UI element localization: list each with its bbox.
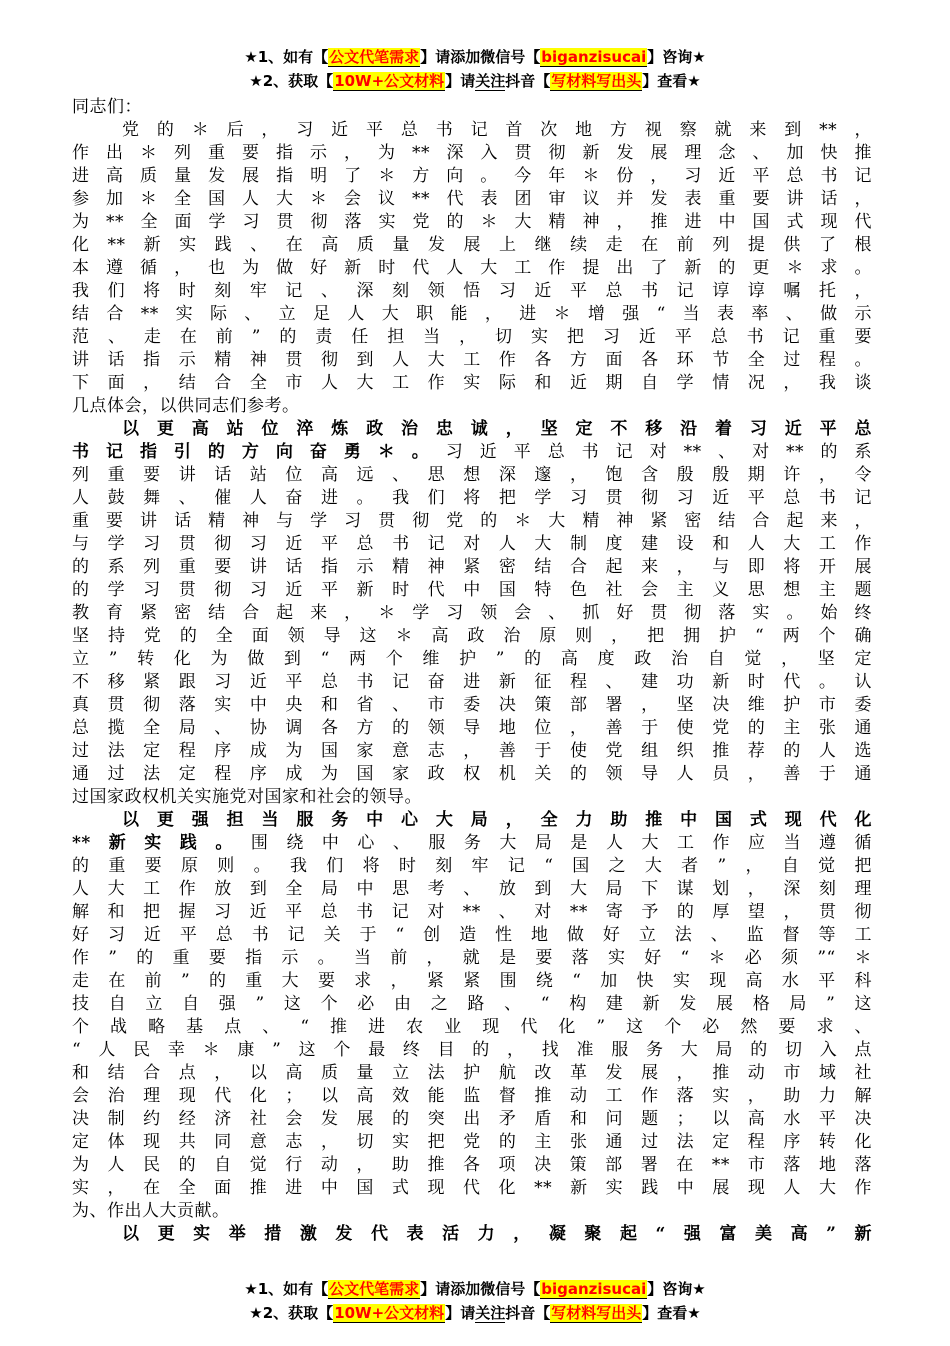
- line-text: 的重要原则。我们将时刻牢记“国之大者”，自觉把: [72, 856, 872, 876]
- line-text: 本遵循，也为做好新时代人大工作提出了新的更＊求。: [72, 258, 872, 278]
- text-line: [72, 1016, 872, 1039]
- banner-text: 】查看★: [642, 72, 701, 90]
- line-text: 人鼓舞、催人奋进。我们将把学习贯彻习近平总书记: [72, 488, 872, 508]
- line-text: 习近平总书记对**、对**的系: [445, 442, 872, 462]
- line-text: 技自立自强”这个必由之路、“构建新发展格局”这: [72, 994, 872, 1014]
- banner-highlight: 公文代笔需求: [329, 1280, 420, 1298]
- banner-text: 抖音【: [505, 72, 551, 90]
- heading-line: [72, 1223, 872, 1246]
- line-text: 我们将时刻牢记、深刻领悟习近平总书记谆谆嘱托，: [72, 281, 872, 301]
- line-text: 同志们：: [72, 97, 142, 117]
- line-text: 立”转化为做到“两个维护”的高度政治自觉，坚定: [72, 649, 872, 669]
- text-line: [72, 717, 872, 740]
- banner-text: 】请: [445, 72, 476, 90]
- footer-banner: [0, 1277, 950, 1325]
- banner-text: ★2、获取【: [249, 1304, 334, 1322]
- text-line: [72, 763, 872, 786]
- text-line: [72, 349, 872, 372]
- line-text: 重要讲话精神与学习贯彻党的＊大精神紧密结合起来，: [72, 511, 872, 531]
- banner-highlight: biganzisucai: [541, 1280, 647, 1298]
- bold-heading: 以更强担当服务中心大局，全力助推中国式现代化: [122, 810, 872, 830]
- text-line: [72, 1177, 872, 1200]
- text-line: [72, 970, 872, 993]
- line-text: 的系列重要讲话指示精神紧密结合起来，与即将开展: [72, 557, 872, 577]
- text-line: [72, 694, 872, 717]
- banner-highlight: 10W+公文材料: [334, 72, 445, 90]
- text-line: [72, 96, 872, 119]
- line-text: 党的＊后，习近平总书记首次地方视察就来到**，: [122, 120, 872, 140]
- text-line: [72, 395, 872, 418]
- line-text: 与学习贯彻习近平总书记对人大制度建设和人大工作: [72, 534, 872, 554]
- line-text: 作出＊列重要指示，为**深入贯彻新发展理念、加快推: [72, 143, 872, 163]
- line-text: 为**全面学习贯彻落实党的＊大精神，推进中国式现代: [72, 212, 872, 232]
- header-banner: [0, 45, 950, 93]
- text-line: [72, 510, 872, 533]
- line-text: 定体现共同意志，切实把党的主张通过法定程序转化: [72, 1132, 872, 1152]
- text-line: [72, 119, 872, 142]
- banner-highlight: biganzisucai: [541, 48, 647, 66]
- line-text: 实，在全面推进中国式现代化**新实践中展现人大作: [72, 1178, 872, 1198]
- text-line: [72, 464, 872, 487]
- line-text: 教育紧密结合起来，＊学习领会、抓好贯彻落实。始终: [72, 603, 872, 623]
- line-text: 解和把握习近平总书记对**、对**寄予的厚望，贯彻: [72, 902, 872, 922]
- text-line: [72, 142, 872, 165]
- banner-text: 】请添加微信号【: [420, 1280, 541, 1298]
- text-line: [72, 165, 872, 188]
- banner-text: ★2、获取【: [249, 72, 334, 90]
- heading-line: [72, 809, 872, 832]
- line-text: 走在前”的重大要求，紧紧围绕“加快实现高水平科: [72, 971, 872, 991]
- line-text: 围绕中心、服务大局是人大工作应当遵循: [250, 833, 872, 853]
- text-line: [72, 947, 872, 970]
- line-text: 坚持党的全面领导这＊高政治原则，把拥护“两个确: [72, 626, 872, 646]
- text-line: [72, 303, 872, 326]
- line-text: 为人民的自觉行动，助推各项决策部署在**市落地落: [72, 1155, 872, 1175]
- banner-highlight: 公文代笔需求: [329, 48, 420, 66]
- line-text: 过国家政权机关实施党对国家和社会的领导。: [72, 787, 422, 807]
- bold-heading: 以更高站位淬炼政治忠诚，坚定不移沿着习近平总: [122, 419, 872, 439]
- text-line: [72, 1062, 872, 1085]
- text-line: [72, 487, 872, 510]
- header-banner-line-2: [0, 69, 950, 93]
- text-line: [72, 1200, 872, 1223]
- bold-heading: 书记指引的方向奋勇＊。: [72, 442, 446, 462]
- line-text: 进高质量发展指明了＊方向。今年＊份，习近平总书记: [72, 166, 872, 186]
- line-text: 人大工作放到全局中思考、放到大局下谋划，深刻理: [72, 879, 872, 899]
- banner-highlight: 10W+公文材料: [334, 1304, 445, 1322]
- banner-text: 】咨询★: [647, 48, 706, 66]
- text-line: [72, 1039, 872, 1062]
- text-line: [72, 326, 872, 349]
- text-line: [72, 1085, 872, 1108]
- text-line: [72, 602, 872, 625]
- text-line: [72, 533, 872, 556]
- text-line: [72, 257, 872, 280]
- line-text: 和结合点，以高质量立法护航改革发展，推动市域社: [72, 1063, 872, 1083]
- text-line: [72, 855, 872, 878]
- text-line: [72, 556, 872, 579]
- text-line: [72, 211, 872, 234]
- line-text: “人民幸＊康”这个最终目的，找准服务大局的切入点: [72, 1040, 872, 1060]
- heading-line: [72, 441, 872, 464]
- footer-banner-line-2: [0, 1301, 950, 1325]
- banner-text: 】请添加微信号【: [420, 48, 541, 66]
- line-text: 结合**实际、立足人大职能，进＊增强“当表率、做示: [72, 304, 872, 324]
- banner-highlight: 写材料写出头: [551, 72, 642, 90]
- banner-text: ★1、如有【: [244, 1280, 329, 1298]
- line-text: 参加＊全国人大＊会议**代表团审议并发表重要讲话，: [72, 189, 872, 209]
- heading-line: [72, 832, 872, 855]
- text-line: [72, 372, 872, 395]
- banner-text: ★1、如有【: [244, 48, 329, 66]
- footer-banner-line-1: [0, 1277, 950, 1301]
- text-line: [72, 625, 872, 648]
- banner-text: 】咨询★: [647, 1280, 706, 1298]
- line-text: 个战略基点、“推进农业现代化”这个必然要求、: [72, 1017, 872, 1037]
- line-text: 总揽全局、协调各方的领导地位，善于使党的主张通: [72, 718, 872, 738]
- line-text: 讲话指示精神贯彻到人大工作各方面各环节全过程。: [72, 350, 872, 370]
- line-text: 过法定程序成为国家意志，善于使党组织推荐的人选: [72, 741, 872, 761]
- text-line: [72, 924, 872, 947]
- line-text: 的学习贯彻习近平新时代中国特色社会主义思想主题: [72, 580, 872, 600]
- banner-highlight: 写材料写出头: [551, 1304, 642, 1322]
- line-text: 会治理现代化；以高效能监督推动工作落实，助力解: [72, 1086, 872, 1106]
- line-text: 不移紧跟习近平总书记奋进新征程、建功新时代。认: [72, 672, 872, 692]
- line-text: 几点体会，以供同志们参考。: [72, 396, 300, 416]
- text-line: [72, 740, 872, 763]
- line-text: 范、走在前”的责任担当，切实把习近平总书记重要: [72, 327, 872, 347]
- banner-text: 抖音【: [505, 1304, 551, 1322]
- line-text: 列重要讲话站位高远、思想深邃，饱含殷殷期许，令: [72, 465, 872, 485]
- text-line: [72, 280, 872, 303]
- banner-underline: 关注: [475, 72, 506, 90]
- text-line: [72, 579, 872, 602]
- line-text: 为、作出人大贡献。: [72, 1201, 230, 1221]
- line-text: 好习近平总书记关于“创造性地做好立法、监督等工: [72, 925, 872, 945]
- text-line: [72, 901, 872, 924]
- text-line: [72, 234, 872, 257]
- text-line: [72, 878, 872, 901]
- line-text: 下面，结合全市人大工作实际和近期自学情况，我谈: [72, 373, 872, 393]
- text-line: [72, 993, 872, 1016]
- line-text: 作”的重要指示。当前，就是要落实好“＊必须”“＊: [72, 948, 872, 968]
- text-line: [72, 648, 872, 671]
- banner-text: 】请: [445, 1304, 476, 1322]
- line-text: 通过法定程序成为国家政权机关的领导人员，善于通: [72, 764, 872, 784]
- header-banner-line-1: [0, 45, 950, 69]
- document-body: [72, 96, 872, 1246]
- text-line: [72, 671, 872, 694]
- text-line: [72, 786, 872, 809]
- bold-heading: **新实践。: [72, 833, 251, 853]
- banner-underline: 关注: [475, 1304, 506, 1322]
- line-text: 决制约经济社会发展的突出矛盾和问题；以高水平决: [72, 1109, 872, 1129]
- line-text: 真贯彻落实中央和省、市委决策部署，坚决维护市委: [72, 695, 872, 715]
- bold-heading: 以更实举措激发代表活力，凝聚起“强富美高”新: [122, 1224, 872, 1244]
- text-line: [72, 188, 872, 211]
- text-line: [72, 1131, 872, 1154]
- text-line: [72, 1108, 872, 1131]
- line-text: 化**新实践、在高质量发展上继续走在前列提供了根: [72, 235, 872, 255]
- text-line: [72, 1154, 872, 1177]
- banner-text: 】查看★: [642, 1304, 701, 1322]
- heading-line: [72, 418, 872, 441]
